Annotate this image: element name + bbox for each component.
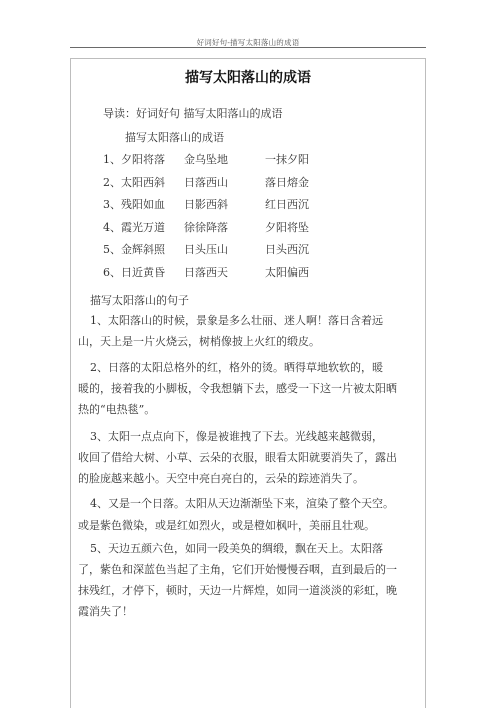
- paragraph-line: 3、太阳一点点向下，像是被谁拽了下去。光线越来越微弱，: [90, 430, 383, 443]
- sentences-section-title: 描写太阳落山的句子: [90, 294, 189, 307]
- idiom-text: 红日西沉: [265, 198, 309, 212]
- idiom-number: 5、: [103, 243, 121, 257]
- idiom-text: 日落西山: [184, 175, 228, 189]
- idiom-section-title: 描写太阳落山的成语: [125, 131, 224, 144]
- idiom-text: 日影西斜: [184, 198, 228, 212]
- paragraph-line: 2、日落的太阳总格外的红，格外的烫。晒得草地软软的，暖: [90, 361, 383, 374]
- idiom-number: 2、: [103, 175, 121, 189]
- paragraph-line: 山，天上是一片火烧云，树梢像披上火红的缎皮。: [78, 335, 320, 348]
- idiom-number: 4、: [103, 220, 121, 234]
- idiom-row: [103, 219, 423, 242]
- paragraph-line: 热的“电热毯”。: [78, 403, 156, 416]
- paragraph-line: 的脸庞越来越小。天空中亮白亮白的，云朵的踪迹消失了。: [78, 472, 364, 485]
- idiom-text: 徐徐降落: [184, 220, 228, 234]
- idiom-row: [103, 196, 423, 219]
- paragraph-line: 抹残红，才停下，顿时，天边一片辉煌，如同一道淡淡的彩虹，晚: [78, 584, 397, 597]
- idiom-number: 3、: [103, 198, 121, 212]
- idiom-cell: [103, 219, 184, 242]
- paragraph-line: 霞消失了！: [78, 605, 133, 618]
- idiom-text: 日近黄昏: [121, 265, 165, 279]
- paragraph-line: 4、又是一个日落。太阳从天边渐渐坠下来，渲染了整个天空。: [90, 497, 394, 510]
- paragraph-line: 或是紫色微染，或是红如烈火，或是橙如枫叶，美丽且壮观。: [78, 519, 375, 532]
- idiom-row: [103, 264, 423, 287]
- idiom-number: 1、: [103, 153, 121, 166]
- idiom-text: 金辉斜照: [121, 243, 165, 257]
- idiom-text: 落日熔金: [265, 175, 309, 189]
- paragraph-line: 收回了借给大树、小草、云朵的衣服，眼看太阳就要消失了，露出: [78, 451, 397, 464]
- idiom-text: 霞光万道: [121, 220, 165, 234]
- idiom-text: 一抹夕阳: [265, 153, 309, 166]
- document-title: 描写太阳落山的成语: [185, 70, 311, 86]
- idiom-cell: [103, 241, 184, 264]
- idiom-text: 夕阳将落: [121, 153, 165, 166]
- running-header: 好词好句-描写太阳落山的成语: [196, 38, 300, 47]
- paragraph-line: 5、天边五颜六色，如同一段美奂的绸缎，飘在天上。太阳落: [90, 542, 383, 555]
- paragraph-line: 1、太阳落山的时候，景象是多么壮丽、迷人啊！落日含着远: [90, 314, 383, 327]
- header-rule: [70, 47, 426, 48]
- idiom-text: 日头压山: [184, 243, 228, 257]
- idiom-row: [103, 174, 423, 197]
- idiom-row: [103, 151, 423, 174]
- idiom-text: 残阳如血: [121, 198, 165, 212]
- paragraph-line: 暖的，接着我的小脚板，令我想躺下去，感受一下这一片被太阳晒: [78, 382, 397, 395]
- paragraph-line: 了，紫色和深蓝色当起了主角，它们开始慢慢吞咽，直到最后的一: [78, 563, 397, 576]
- idiom-text: 日落西天: [184, 265, 228, 279]
- idiom-text: 太阳西斜: [121, 175, 165, 189]
- idiom-text: 夕阳将坠: [265, 220, 309, 234]
- idiom-cell: [103, 196, 184, 219]
- idiom-cell: [103, 264, 184, 287]
- idiom-cell: [103, 174, 184, 197]
- idiom-row: [103, 241, 423, 264]
- idiom-number: 6、: [103, 265, 121, 279]
- idiom-text: 日头西沉: [265, 243, 309, 257]
- idiom-list: [103, 151, 423, 287]
- idiom-text: 金乌坠地: [184, 153, 228, 166]
- intro-line: 导读：好词好句 描写太阳落山的成语: [103, 107, 283, 120]
- idiom-cell: [103, 151, 184, 174]
- idiom-text: 太阳偏西: [265, 265, 309, 279]
